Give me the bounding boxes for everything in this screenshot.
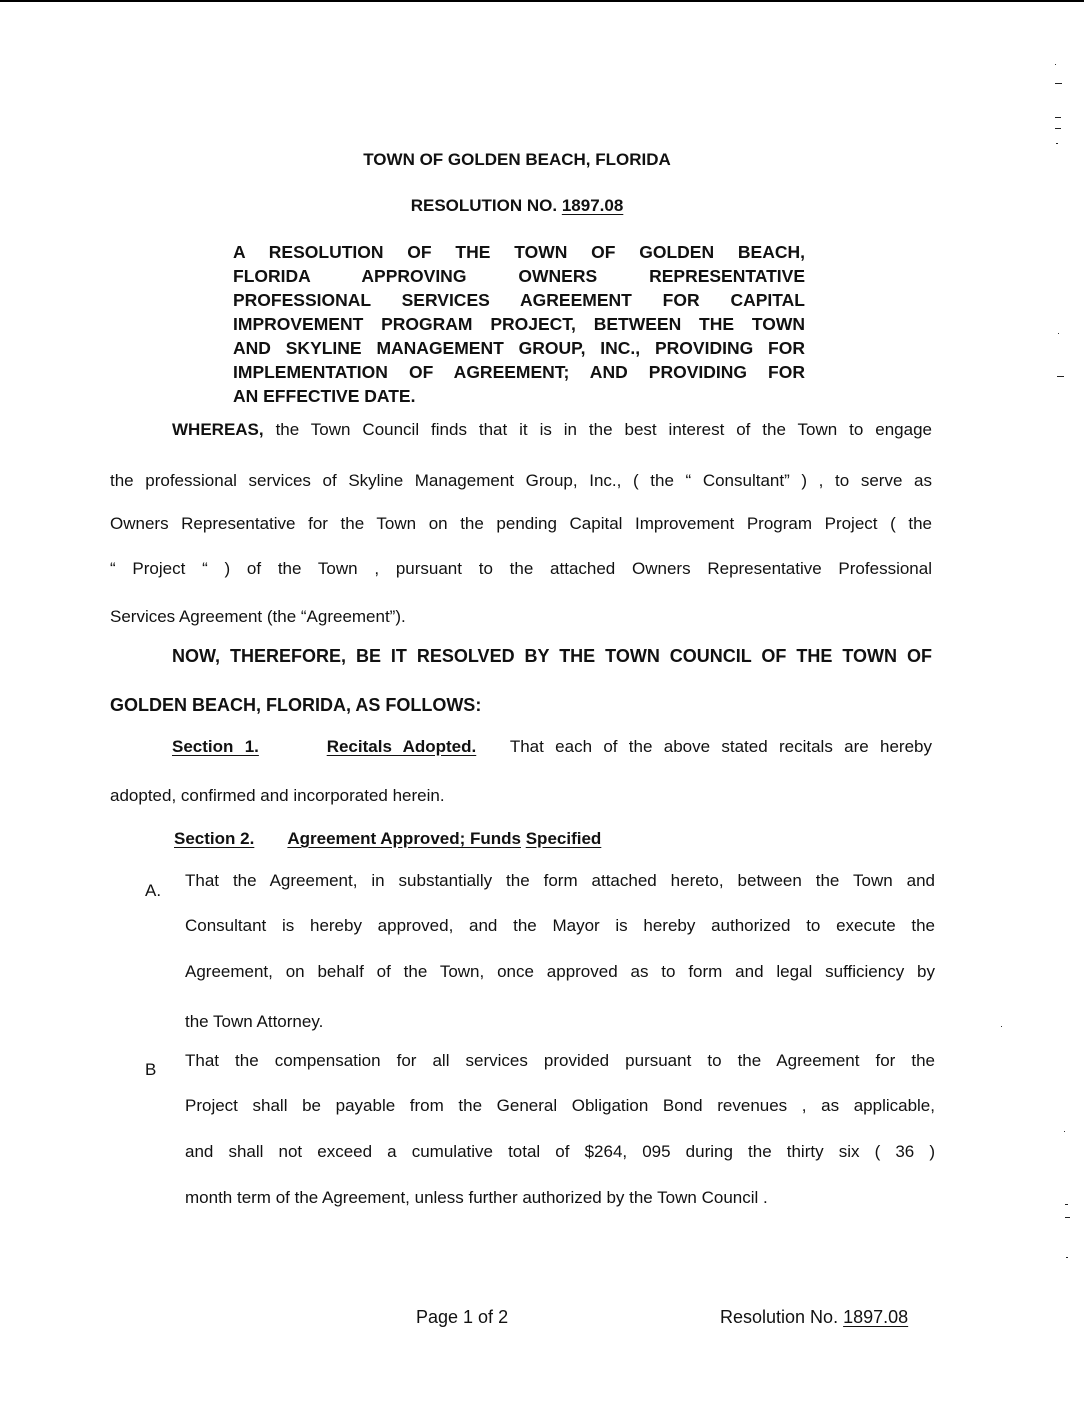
document-resolution-title [0,196,1034,216]
scan-artifact [1055,117,1061,118]
footer-resolution [720,1307,908,1328]
section-1 [172,737,932,757]
scan-artifact [1001,1026,1002,1027]
page-number: Page 1 of 2 [416,1307,509,1327]
item-a-line: Consultant is hereby approved, and the Mayor is hereby authorized to execute the [185,916,935,935]
whereas-line [172,420,932,440]
scan-artifact [1065,1204,1068,1205]
item-b-line: Project shall be payable from the General Obligation Bond revenues , as applicable, [185,1096,935,1115]
section-2-title-specified: Specified [525,829,602,848]
item-b-line: month term of the Agreement, unless further authorized by the Town Council . [185,1188,768,1207]
section-1-text-continued: adopted, confirmed and incorporated herein. [110,786,445,805]
resolved-line: NOW, THEREFORE, BE IT RESOLVED BY THE TOWN COUNCIL OF THE TOWN OF [172,646,932,666]
scan-artifact [1058,333,1059,334]
whereas-line: “ Project “ ) of the Town , pursuant to the attached Owners Representative Professional [110,559,932,578]
section-2-heading [174,829,601,849]
scan-artifact [1056,143,1058,144]
whereas-line: the professional services of Skyline Management Group, Inc., ( the “ Consultant” ) , to serve as [110,471,932,490]
resolution-number: 1897.08 [561,196,624,215]
caption-line: AND SKYLINE MANAGEMENT GROUP, INC., PROVIDING FOR [233,338,805,358]
scan-artifact [1064,1131,1065,1132]
scan-artifact [1055,64,1056,65]
footer-resolution-label: Resolution No. [720,1307,839,1327]
item-b-line: and shall not exceed a cumulative total of $264, 095 during the thirty six ( 36 ) [185,1142,935,1161]
item-a-line: Agreement, on behalf of the Town, once approved as to form and legal sufficiency by [185,962,935,981]
item-a-line: That the Agreement, in substantially the form attached hereto, between the Town and [185,871,935,890]
item-a-line: the Town Attorney. [185,1012,324,1031]
scan-artifact [1055,83,1062,84]
section-2-title: Agreement Approved; Funds [287,829,521,848]
scan-artifact [1055,128,1061,129]
resolution-caption [233,240,805,408]
item-b-line: That the compensation for all services provided pursuant to the Agreement for the [185,1051,935,1070]
whereas-text: the Town Council finds that it is in the best interest of the Town to engage [275,420,932,439]
document-town-title: TOWN OF GOLDEN BEACH, FLORIDA [363,150,671,169]
caption-line: IMPROVEMENT PROGRAM PROJECT, BETWEEN THE TOWN [233,314,805,334]
footer-resolution-number: 1897.08 [843,1307,909,1327]
section-1-text: That each of the above stated recitals are hereby [509,737,932,756]
caption-line: PROFESSIONAL SERVICES AGREEMENT FOR CAPITAL [233,290,805,310]
resolved-line: GOLDEN BEACH, FLORIDA, AS FOLLOWS: [110,695,482,715]
scan-artifact [1065,1217,1070,1218]
whereas-line: Services Agreement (the “Agreement”). [110,607,406,626]
caption-line: IMPLEMENTATION OF AGREEMENT; AND PROVIDING FOR [233,362,805,382]
caption-line: A RESOLUTION OF THE TOWN OF GOLDEN BEACH, [233,242,805,262]
item-a-letter: A. [145,881,162,900]
item-b-letter: B [145,1060,157,1079]
scan-artifact [1057,376,1064,377]
scan-artifact [1066,1257,1068,1258]
section-1-number: Section 1. [172,737,259,756]
section-2-number: Section 2. [174,829,255,848]
section-1-title: Recitals Adopted. [326,737,477,756]
whereas-line: Owners Representative for the Town on the pending Capital Improvement Program Project ( the [110,514,932,533]
caption-line: FLORIDA APPROVING OWNERS REPRESENTATIVE [233,266,805,286]
caption-line: AN EFFECTIVE DATE. [233,386,416,406]
resolution-label: RESOLUTION NO. [410,196,558,215]
whereas-lead: WHEREAS, [172,420,264,439]
